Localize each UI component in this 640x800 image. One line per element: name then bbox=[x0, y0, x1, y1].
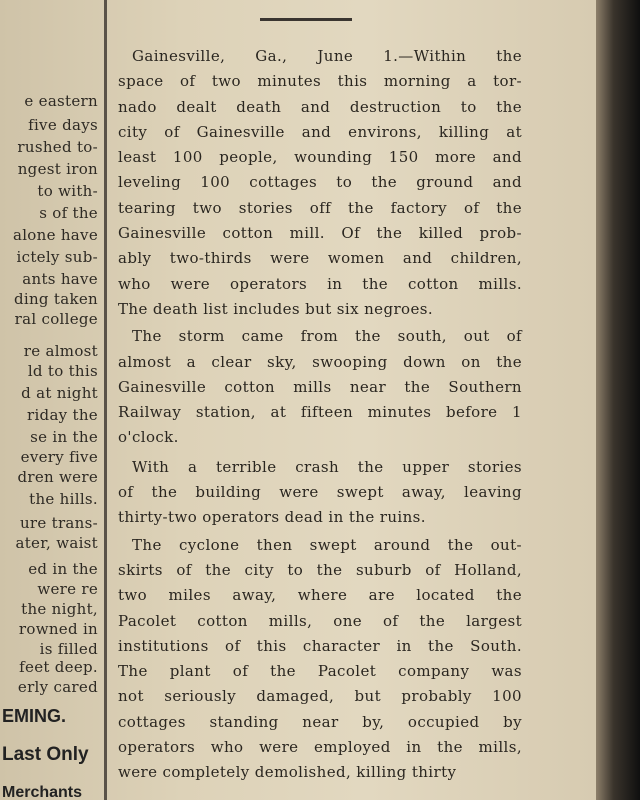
left-column-line: were re bbox=[37, 580, 98, 598]
article-line: The death list includes but six negroes. bbox=[118, 299, 434, 318]
left-column-line: ld to this bbox=[27, 362, 98, 380]
article-line: The cyclone then swept around the out- bbox=[132, 535, 522, 554]
article-line: Gainesville cotton mill. Of the killed prob- bbox=[118, 224, 522, 243]
article-line: were completely demolished, killing thirty bbox=[118, 763, 457, 782]
article-line: Railway station, at fifteen minutes before 1 bbox=[118, 403, 522, 422]
left-column-line: every five bbox=[20, 448, 98, 466]
left-column-line: is filled bbox=[39, 640, 98, 658]
article-line: least 100 people, wounding 150 more and bbox=[118, 148, 522, 167]
article-line: tearing two stories off the factory of the bbox=[118, 198, 522, 217]
article-line: nado dealt death and destruction to the bbox=[118, 97, 522, 116]
left-column-line: ants have bbox=[22, 270, 98, 288]
article-line: space of two minutes this morning a tor- bbox=[118, 72, 522, 91]
article-line: city of Gainesville and environs, killing at bbox=[118, 122, 522, 141]
article-line: leveling 100 cottages to the ground and bbox=[118, 173, 522, 192]
left-column-line: s of the bbox=[39, 204, 98, 222]
left-column-line: ater, waist bbox=[15, 534, 98, 552]
left-column-line: ictely sub- bbox=[16, 248, 98, 266]
left-column-line: ding taken bbox=[13, 290, 98, 308]
left-column bbox=[0, 0, 104, 800]
article-line: almost a clear sky, swooping down on the bbox=[118, 352, 522, 371]
page-edge-shadow bbox=[596, 0, 640, 800]
article-line: operators who were employed in the mills, bbox=[118, 738, 522, 757]
left-column-line: the night, bbox=[21, 600, 98, 618]
article-body bbox=[118, 44, 522, 786]
article-line: Gainesville, Ga., June 1.—Within the bbox=[132, 47, 522, 65]
left-column-line: rushed to- bbox=[17, 138, 98, 156]
article-paragraph bbox=[118, 533, 522, 786]
column-divider bbox=[104, 0, 107, 800]
left-column-line: ngest iron bbox=[17, 160, 98, 178]
left-column-line: d at night bbox=[21, 384, 98, 402]
article-line: The plant of the Pacolet company was bbox=[118, 662, 522, 681]
left-column-line: e eastern bbox=[24, 92, 98, 110]
article-line: cottages standing near by, occupied by bbox=[118, 712, 522, 731]
left-column-line: ral college bbox=[14, 310, 98, 328]
article-paragraph bbox=[118, 44, 522, 322]
article-line: not seriously damaged, but probably 100 bbox=[118, 687, 522, 706]
article-line: The storm came from the south, out of bbox=[132, 327, 522, 346]
article-head-rule bbox=[260, 18, 352, 21]
left-column-line: re almost bbox=[23, 342, 98, 360]
article-line: two miles away, where are located the bbox=[118, 586, 522, 605]
article-paragraph bbox=[118, 324, 522, 450]
left-column-line: ed in the bbox=[28, 560, 98, 578]
article-line: Pacolet cotton mills, one of the largest bbox=[118, 611, 522, 630]
article-line: ably two-thirds were women and children, bbox=[118, 249, 522, 268]
left-column-line: feet deep. bbox=[19, 658, 98, 676]
article-line: institutions of this character in the South. bbox=[118, 636, 522, 655]
left-column-line: ure trans- bbox=[19, 514, 98, 532]
headline-fragment: EMING. bbox=[2, 706, 67, 726]
left-column-line: rowned in bbox=[18, 620, 98, 638]
article-line: Gainesville cotton mills near the Southern bbox=[118, 377, 522, 396]
bottom-fragment: Merchants bbox=[2, 784, 83, 800]
left-column-line: the hills. bbox=[29, 490, 98, 508]
article-paragraph bbox=[118, 455, 522, 531]
article-line: o'clock. bbox=[118, 428, 179, 447]
subhead-fragment: Last Only bbox=[2, 744, 89, 765]
article-line: With a terrible crash the upper stories bbox=[132, 457, 522, 476]
left-column-line: riday the bbox=[26, 406, 98, 424]
left-column-line: five days bbox=[28, 116, 98, 134]
left-column-line: erly cared bbox=[17, 678, 98, 696]
left-column-line: alone have bbox=[12, 226, 98, 244]
article-line: skirts of the city to the suburb of Holland, bbox=[118, 560, 522, 579]
left-column-line: dren were bbox=[17, 468, 98, 486]
article-line: of the building were swept away, leaving bbox=[118, 483, 522, 502]
article-line: thirty-two operators dead in the ruins. bbox=[118, 508, 426, 527]
left-column-line: to with- bbox=[37, 182, 98, 200]
left-column-line: se in the bbox=[30, 428, 98, 446]
article-line: who were operators in the cotton mills. bbox=[118, 274, 522, 293]
